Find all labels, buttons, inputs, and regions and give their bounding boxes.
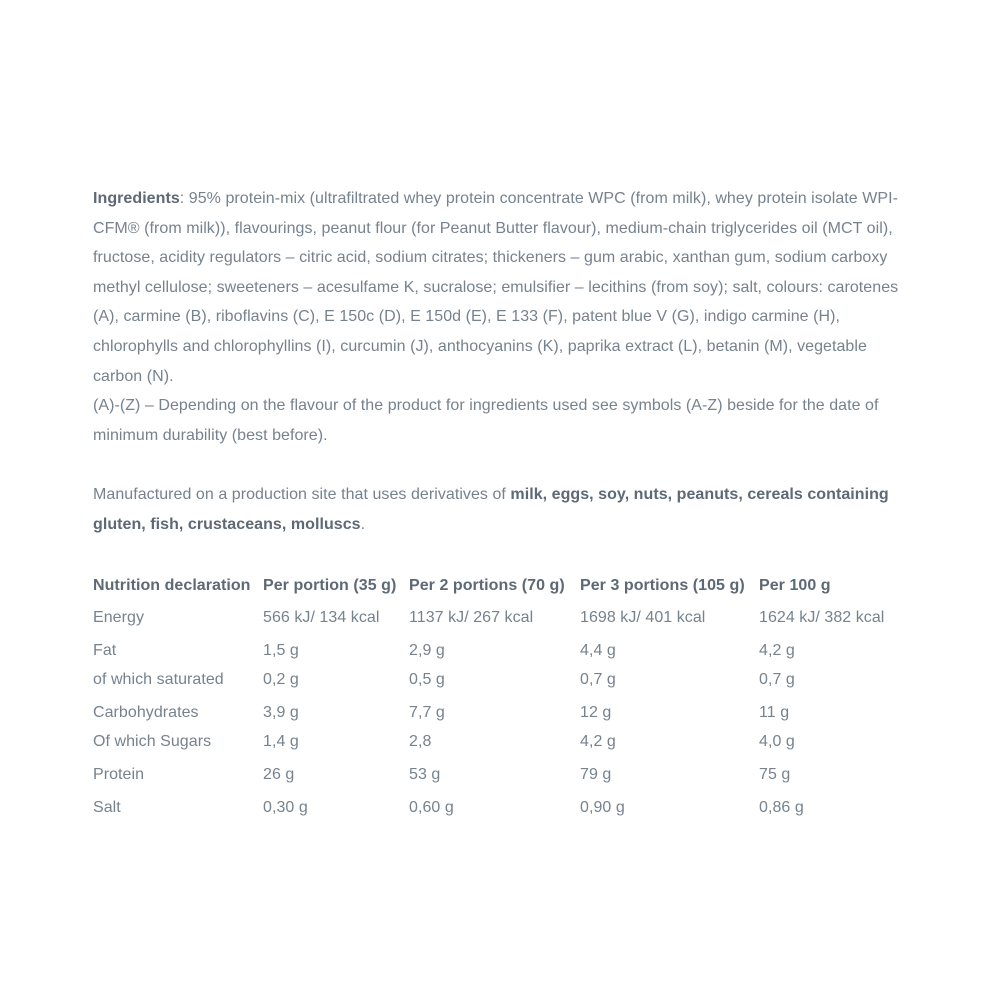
table-row [93, 665, 909, 694]
row-value: 1698 kJ/ 401 kcal [580, 608, 706, 626]
allergen-statement [93, 480, 909, 539]
row-label: Carbohydrates [93, 703, 199, 721]
text-segment: : 95% protein-mix (ultrafiltrated whey protein concentrate WPC (from milk), whey protein isolate WPI-CFM® (from milk)), flavourings, peanut flour (for Peanut Butter flavour), medium-chain triglycerides oil (MCT oil), fructose, acidity regulators – citric acid, sodium citrates; thickeners – gum arabic, xanthan gum, sodium carboxy methyl cellulose; sweeteners – acesulfame K, sucralose; emulsifier – lecithins (from soy); salt, colours: carotenes (A), carmine (B), riboflavins (C), E 150c (D), E 150d (E), E 133 (F), patent blue V (G), indigo carmine (H), chlorophylls and chlorophyllins (I), curcumin (J), anthocyanins (K), paprika extract (L), betanin (M), vegetable carbon (N). [93, 190, 899, 385]
table-header-cell: Per portion (35 g) [263, 576, 397, 594]
row-value: 1137 kJ/ 267 kcal [409, 608, 534, 626]
row-value: 0,86 g [759, 798, 804, 816]
table-header-cell: Nutrition declaration [93, 576, 251, 594]
row-value: 0,7 g [759, 670, 795, 688]
row-value: 3,9 g [263, 703, 299, 721]
row-value: 75 g [759, 765, 791, 783]
table-row [93, 793, 909, 822]
row-value: 1624 kJ/ 382 kcal [759, 608, 885, 626]
row-value: 4,0 g [759, 732, 795, 750]
text-segment: . [360, 515, 366, 533]
row-value: 11 g [759, 703, 790, 721]
row-value: 0,30 g [263, 798, 308, 816]
bold-text-segment: Ingredients [93, 190, 180, 207]
row-value: 1,4 g [263, 732, 299, 750]
row-value: 79 g [580, 765, 612, 783]
row-label: Energy [93, 608, 144, 626]
table-row [93, 727, 909, 756]
row-value: 4,2 g [580, 732, 616, 750]
row-label: Salt [93, 798, 121, 816]
row-value: 1,5 g [263, 641, 299, 659]
row-value: 0,5 g [409, 670, 445, 688]
table-header-row [93, 571, 909, 600]
row-value: 566 kJ/ 134 kcal [263, 608, 380, 626]
row-label: Fat [93, 641, 117, 659]
ingredients-flavour-note: (A)-(Z) – Depending on the flavour of the product for ingredients used see symbols (A-Z) beside for the date of minimum durability (best before). [93, 397, 879, 444]
row-value: 0,60 g [409, 798, 454, 816]
row-value: 4,2 g [759, 641, 795, 659]
nutrition-table [93, 571, 909, 822]
row-value: 2,9 g [409, 641, 445, 659]
row-value: 0,2 g [263, 670, 299, 688]
row-label: Of which Sugars [93, 732, 212, 750]
row-value: 0,7 g [580, 670, 616, 688]
row-value: 26 g [263, 765, 295, 783]
table-header-cell: Per 3 portions (105 g) [580, 576, 745, 594]
row-value: 12 g [580, 703, 612, 721]
row-value: 7,7 g [409, 703, 445, 721]
content-area [93, 184, 909, 822]
ingredients-paragraph [93, 184, 909, 391]
row-value: 53 g [409, 765, 441, 783]
row-label: Protein [93, 765, 145, 783]
table-row [93, 636, 909, 665]
row-value: 2,8 [409, 732, 432, 750]
table-header-cell: Per 100 g [759, 576, 831, 594]
row-value: 0,90 g [580, 798, 625, 816]
table-row [93, 760, 909, 789]
bold-text-segment: milk, eggs, soy, nuts, peanuts, cereals containing gluten, fish, crustaceans, molluscs [93, 486, 889, 533]
row-label: of which saturated [93, 670, 224, 688]
text-segment: Manufactured on a production site that uses derivatives of [93, 486, 511, 504]
table-header-cell: Per 2 portions (70 g) [409, 576, 565, 594]
row-value: 4,4 g [580, 641, 616, 659]
table-row [93, 603, 909, 632]
table-row [93, 698, 909, 727]
